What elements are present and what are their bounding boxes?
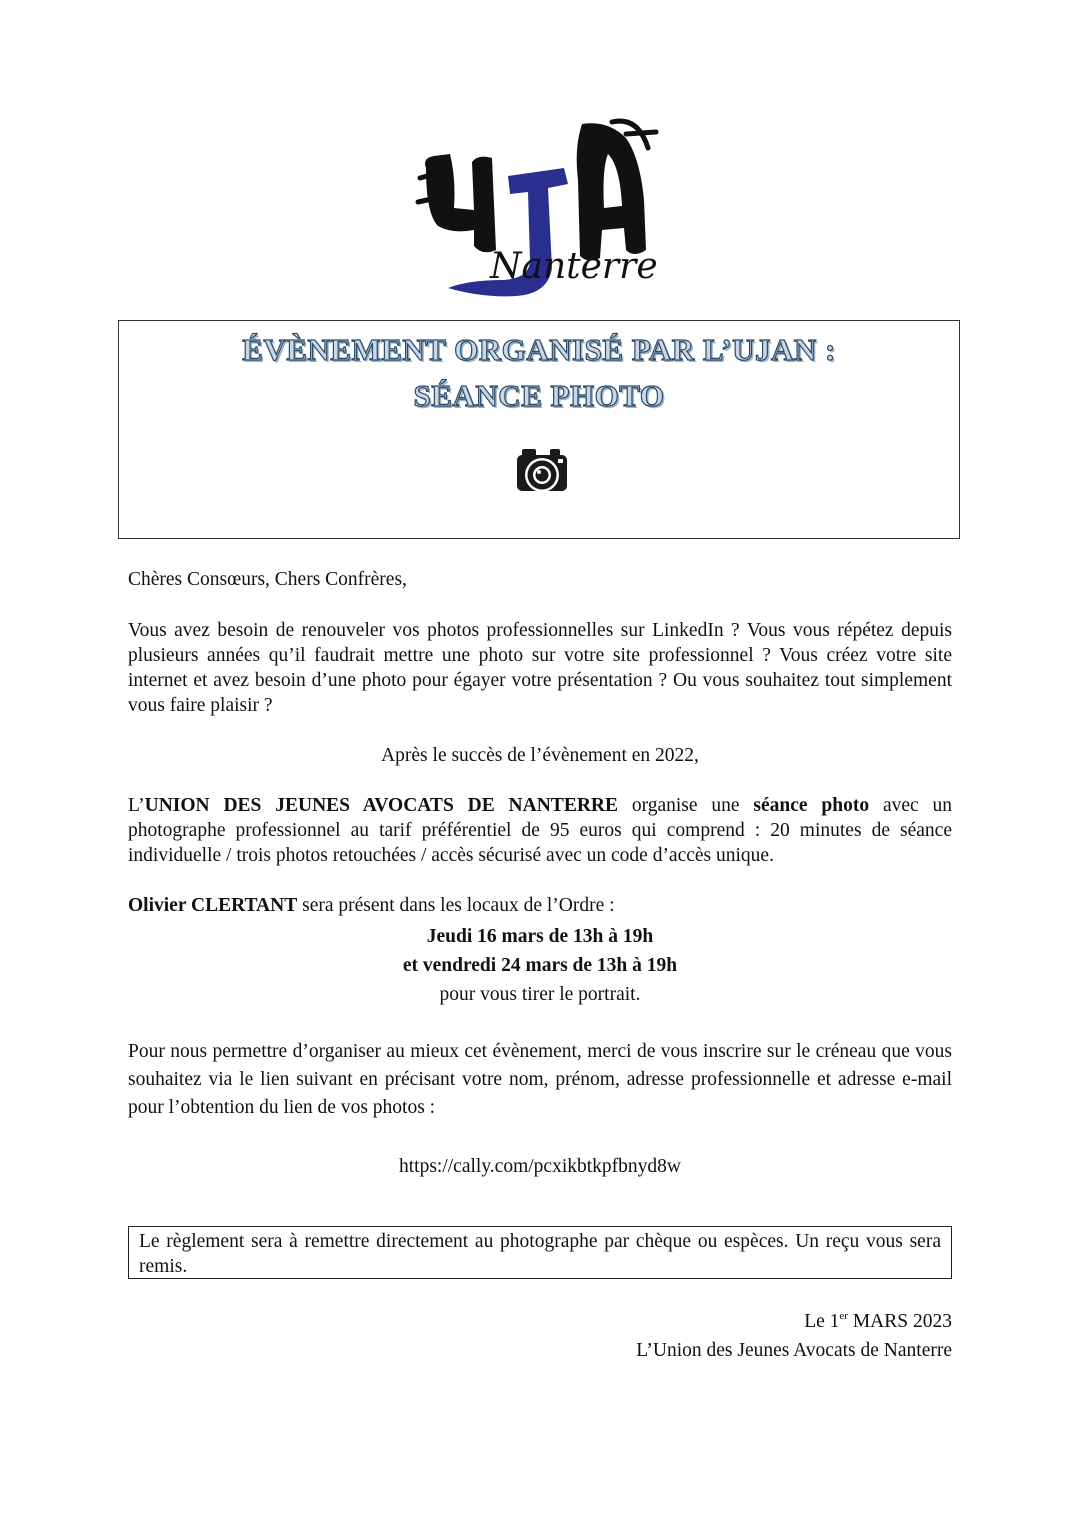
union-prefix: L’ <box>128 795 145 816</box>
intro-paragraph: Vous avez besoin de renouveler vos photos professionnelles sur LinkedIn ? Vous vous répétez depuis plusieurs années qu’il faudrait mettre une photo sur votre site professionnel ? Vous créez votre site internet et avez besoin d’une photo pour égayer votre présentation ? Ou vous souhaitez tout simplement vous faire plaisir ? <box>128 620 952 716</box>
greeting: Chères Consœurs, Chers Confrères, <box>128 569 407 590</box>
union-rest: avec un photographe professionnel au tarif préférentiel de 95 euros qui comprend : 20 minutes de séance individuelle / trois photos retouchées / accès sécurisé avec un code d’accès unique. <box>128 795 952 866</box>
uja-nanterre-logo <box>412 118 668 302</box>
photographer-line <box>128 893 952 918</box>
session-label: séance photo <box>753 795 870 816</box>
photographer-text: sera présent dans les locaux de l’Ordre : <box>297 895 615 916</box>
signature-org: L’Union des Jeunes Avocats de Nanterre <box>636 1340 952 1361</box>
title-line-2: SÉANCE PHOTO <box>413 378 665 413</box>
payment-notice-box <box>128 1226 952 1279</box>
camera-icon <box>514 441 570 499</box>
schedule-date-1: Jeudi 16 mars de 13h à 19h <box>426 926 654 947</box>
signature-block <box>128 1307 952 1365</box>
payment-notice: Le règlement sera à remettre directement au photographe par chèque ou espèces. Un reçu vous sera remis. <box>139 1231 941 1277</box>
registration-link[interactable]: https://cally.com/pcxikbtkpfbnyd8w <box>399 1156 681 1177</box>
event-title-box <box>118 320 960 539</box>
signature-date-suffix: MARS 2023 <box>847 1311 952 1332</box>
title-line-1: ÉVÈNEMENT ORGANISÉ PAR L’UJAN : <box>242 332 836 367</box>
signature-date-sup: er <box>839 1310 848 1322</box>
schedule-date-2: et vendredi 24 mars de 13h à 19h <box>402 955 678 976</box>
logo-script-text: Nanterre <box>490 246 658 287</box>
signature-date-prefix: Le 1 <box>804 1311 840 1332</box>
schedule-closing: pour vous tirer le portrait. <box>439 984 641 1005</box>
union-paragraph <box>128 793 952 868</box>
photographer-name: Olivier CLERTANT <box>128 895 298 916</box>
schedule-block <box>128 922 952 1009</box>
union-mid: organise une <box>618 795 754 816</box>
register-paragraph: Pour nous permettre d’organiser au mieux cet évènement, merci de vous inscrire sur le créneau que vous souhaitez via le lien suivant en précisant votre nom, prénom, adresse professionnelle et adresse e-mail pour l’obtention du lien de vos photos : <box>128 1041 952 1118</box>
success-line: Après le succès de l’évènement en 2022, <box>381 745 699 766</box>
union-name: UNION DES JEUNES AVOCATS DE NANTERRE <box>144 795 618 816</box>
signature-date <box>128 1307 952 1336</box>
